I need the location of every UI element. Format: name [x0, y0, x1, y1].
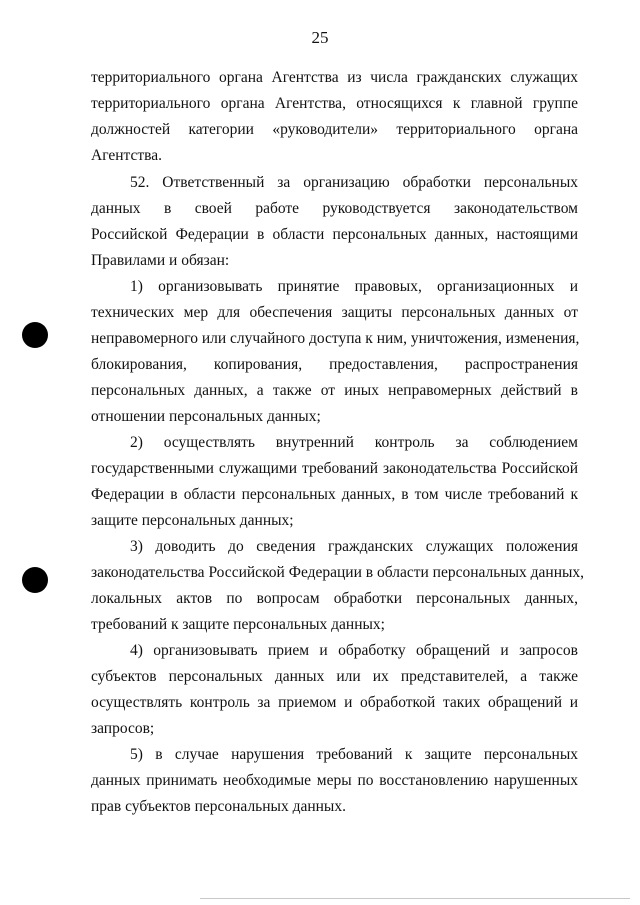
text-line: 1) организовывать принятие правовых, организационных и — [130, 278, 578, 295]
text-line: Российской Федерации в области персональных данных, настоящими — [91, 226, 578, 243]
text-line: защите персональных данных; — [91, 512, 294, 529]
text-line: 5) в случае нарушения требований к защите персональных — [130, 746, 578, 763]
text-line: 3) доводить до сведения гражданских служащих положения — [130, 538, 578, 555]
text-line: неправомерного или случайного доступа к ним, уничтожения, изменения, — [91, 330, 580, 347]
text-line: блокирования, копирования, предоставления, распространения — [91, 356, 578, 373]
text-line: технических мер для обеспечения защиты персональных данных от — [91, 304, 578, 321]
text-line: 2) осуществлять внутренний контроль за соблюдением — [130, 434, 578, 451]
text-line: территориального органа Агентства, относящихся к главной группе — [91, 95, 578, 112]
text-line: должностей категории «руководители» территориального органа — [91, 121, 578, 138]
text-line: данных принимать необходимые меры по восстановлению нарушенных — [91, 772, 578, 789]
scan-edge-divider — [200, 898, 630, 899]
text-line: территориального органа Агентства из числа гражданских служащих — [91, 69, 578, 86]
text-line: требований к защите персональных данных; — [91, 616, 385, 633]
text-line: отношении персональных данных; — [91, 408, 321, 425]
text-line: прав субъектов персональных данных. — [91, 798, 346, 815]
text-line: Правилами и обязан: — [91, 252, 230, 269]
text-line: 4) организовывать прием и обработку обращений и запросов — [130, 642, 578, 659]
text-line: осуществлять контроль за приемом и обработкой таких обращений и — [91, 694, 578, 711]
punch-hole-icon — [22, 322, 48, 348]
text-line: персональных данных, а также от иных неправомерных действий в — [91, 382, 578, 399]
text-line: Агентства. — [91, 147, 163, 164]
text-line: субъектов персональных данных или их представителей, а также — [91, 668, 578, 685]
text-line: 52. Ответственный за организацию обработки персональных — [130, 174, 578, 191]
text-line: Федерации в области персональных данных, в том числе требований к — [91, 486, 578, 503]
text-line: запросов; — [91, 720, 155, 737]
text-line: локальных актов по вопросам обработки персональных данных, — [91, 590, 578, 607]
punch-hole-icon — [22, 567, 48, 593]
text-line: законодательства Российской Федерации в области персональных данных, — [91, 564, 585, 581]
text-line: государственными служащими требований законодательства Российской — [91, 460, 578, 477]
page-number: 25 — [311, 28, 329, 47]
text-line: данных в своей работе руководствуется законодательством — [91, 200, 578, 217]
